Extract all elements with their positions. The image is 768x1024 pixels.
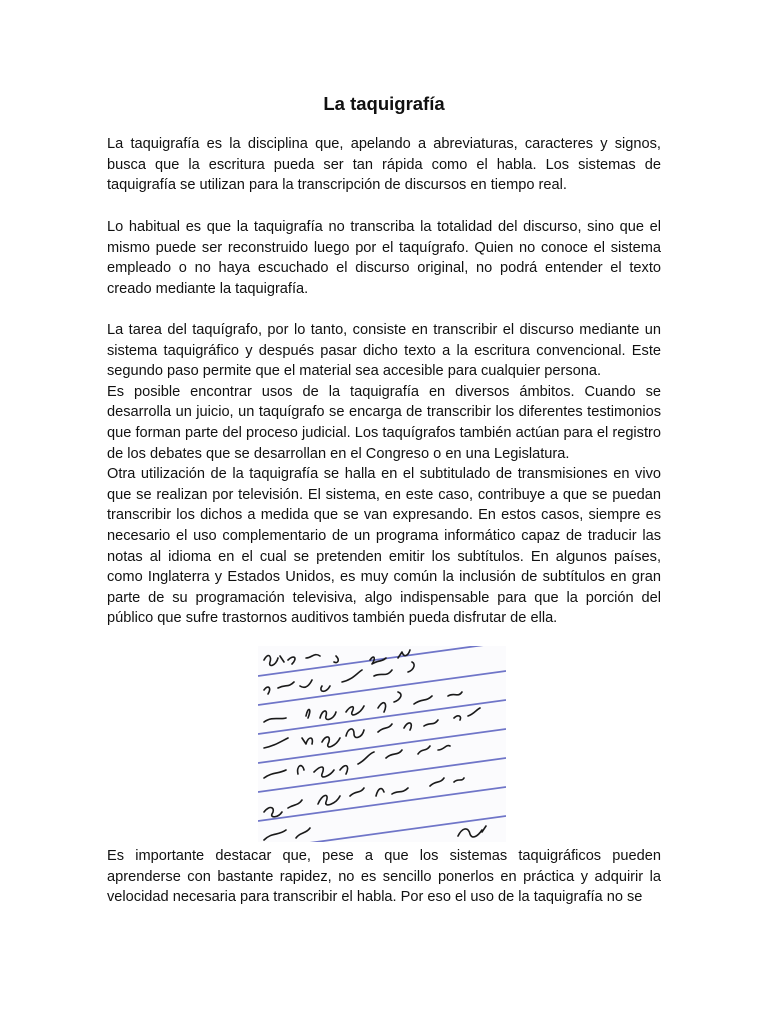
- ruled-line: [258, 729, 506, 763]
- shorthand-sample-image: [258, 646, 506, 842]
- paragraph-group-uses: [107, 320, 661, 629]
- paragraph-task: La tarea del taquígrafo, por lo tanto, consiste en transcribir el discurso mediante un sistema taquigráfico y después pasar dicho texto a la escritura convencional. Este segundo paso permite que el material sea accesible para cualquier persona.: [107, 322, 661, 380]
- ruled-line: [258, 758, 506, 792]
- paragraph-judicial-use: Es posible encontrar usos de la taquigrafía en diversos ámbitos. Cuando se desarrolla un juicio, un taquígrafo se encarga de transcribir los diferentes testimonios que forman parte del proceso judicial. Los taquígrafos también actúan para el registro de los debates que se desarrollan en el Congreso o en una Legislatura.: [107, 383, 661, 462]
- shorthand-drawing: [258, 646, 506, 842]
- page-title: La taquigrafía: [323, 93, 445, 114]
- paragraph-television-use: Otra utilización de la taquigrafía se halla en el subtitulado de transmisiones en vivo que se realizan por televisión. El sistema, en este caso, contribuye a que se puedan transcribir los dichos a medida que se van expresando. En estos casos, siempre es necesario el uso complementario de un programa informático capaz de traducir las notas al idioma en el cual se pretenden emitir los subtítulos. En algunos países, como Inglaterra y Estados Unidos, es muy común la inclusión de subtítulos en gran parte de su programación televisiva, algo indispensable para que la porción del público que sufre trastornos auditivos también pueda disfrutar de ella.: [107, 466, 661, 627]
- paragraph-reconstruction: Lo habitual es que la taquigrafía no transcriba la totalidad del discurso, sino que el mismo puede ser reconstruido luego por el taquígrafo. Quien no conoce el sistema empleado o no haya escuchado el discurso original, no podrá entender el texto creado mediante la taquigrafía.: [107, 219, 661, 297]
- paragraph-difficulty: Es importante destacar que, pese a que los sistemas taquigráficos pueden aprenderse con bastante rapidez, no es sencillo ponerlos en práctica y adquirir la velocidad necesaria para transcribir el habla. Por eso el uso de la taquigrafía no se: [107, 848, 661, 906]
- ruled-line: [258, 671, 506, 705]
- ruled-lines: [258, 646, 506, 842]
- paragraph-definition: La taquigrafía es la disciplina que, apelando a abreviaturas, caracteres y signos, busca que la escritura pueda ser tan rápida como el habla. Los sistemas de taquigrafía se utilizan para la transcripción de discursos en tiempo real.: [107, 136, 661, 194]
- ruled-line: [258, 787, 506, 821]
- ruled-line: [258, 816, 506, 842]
